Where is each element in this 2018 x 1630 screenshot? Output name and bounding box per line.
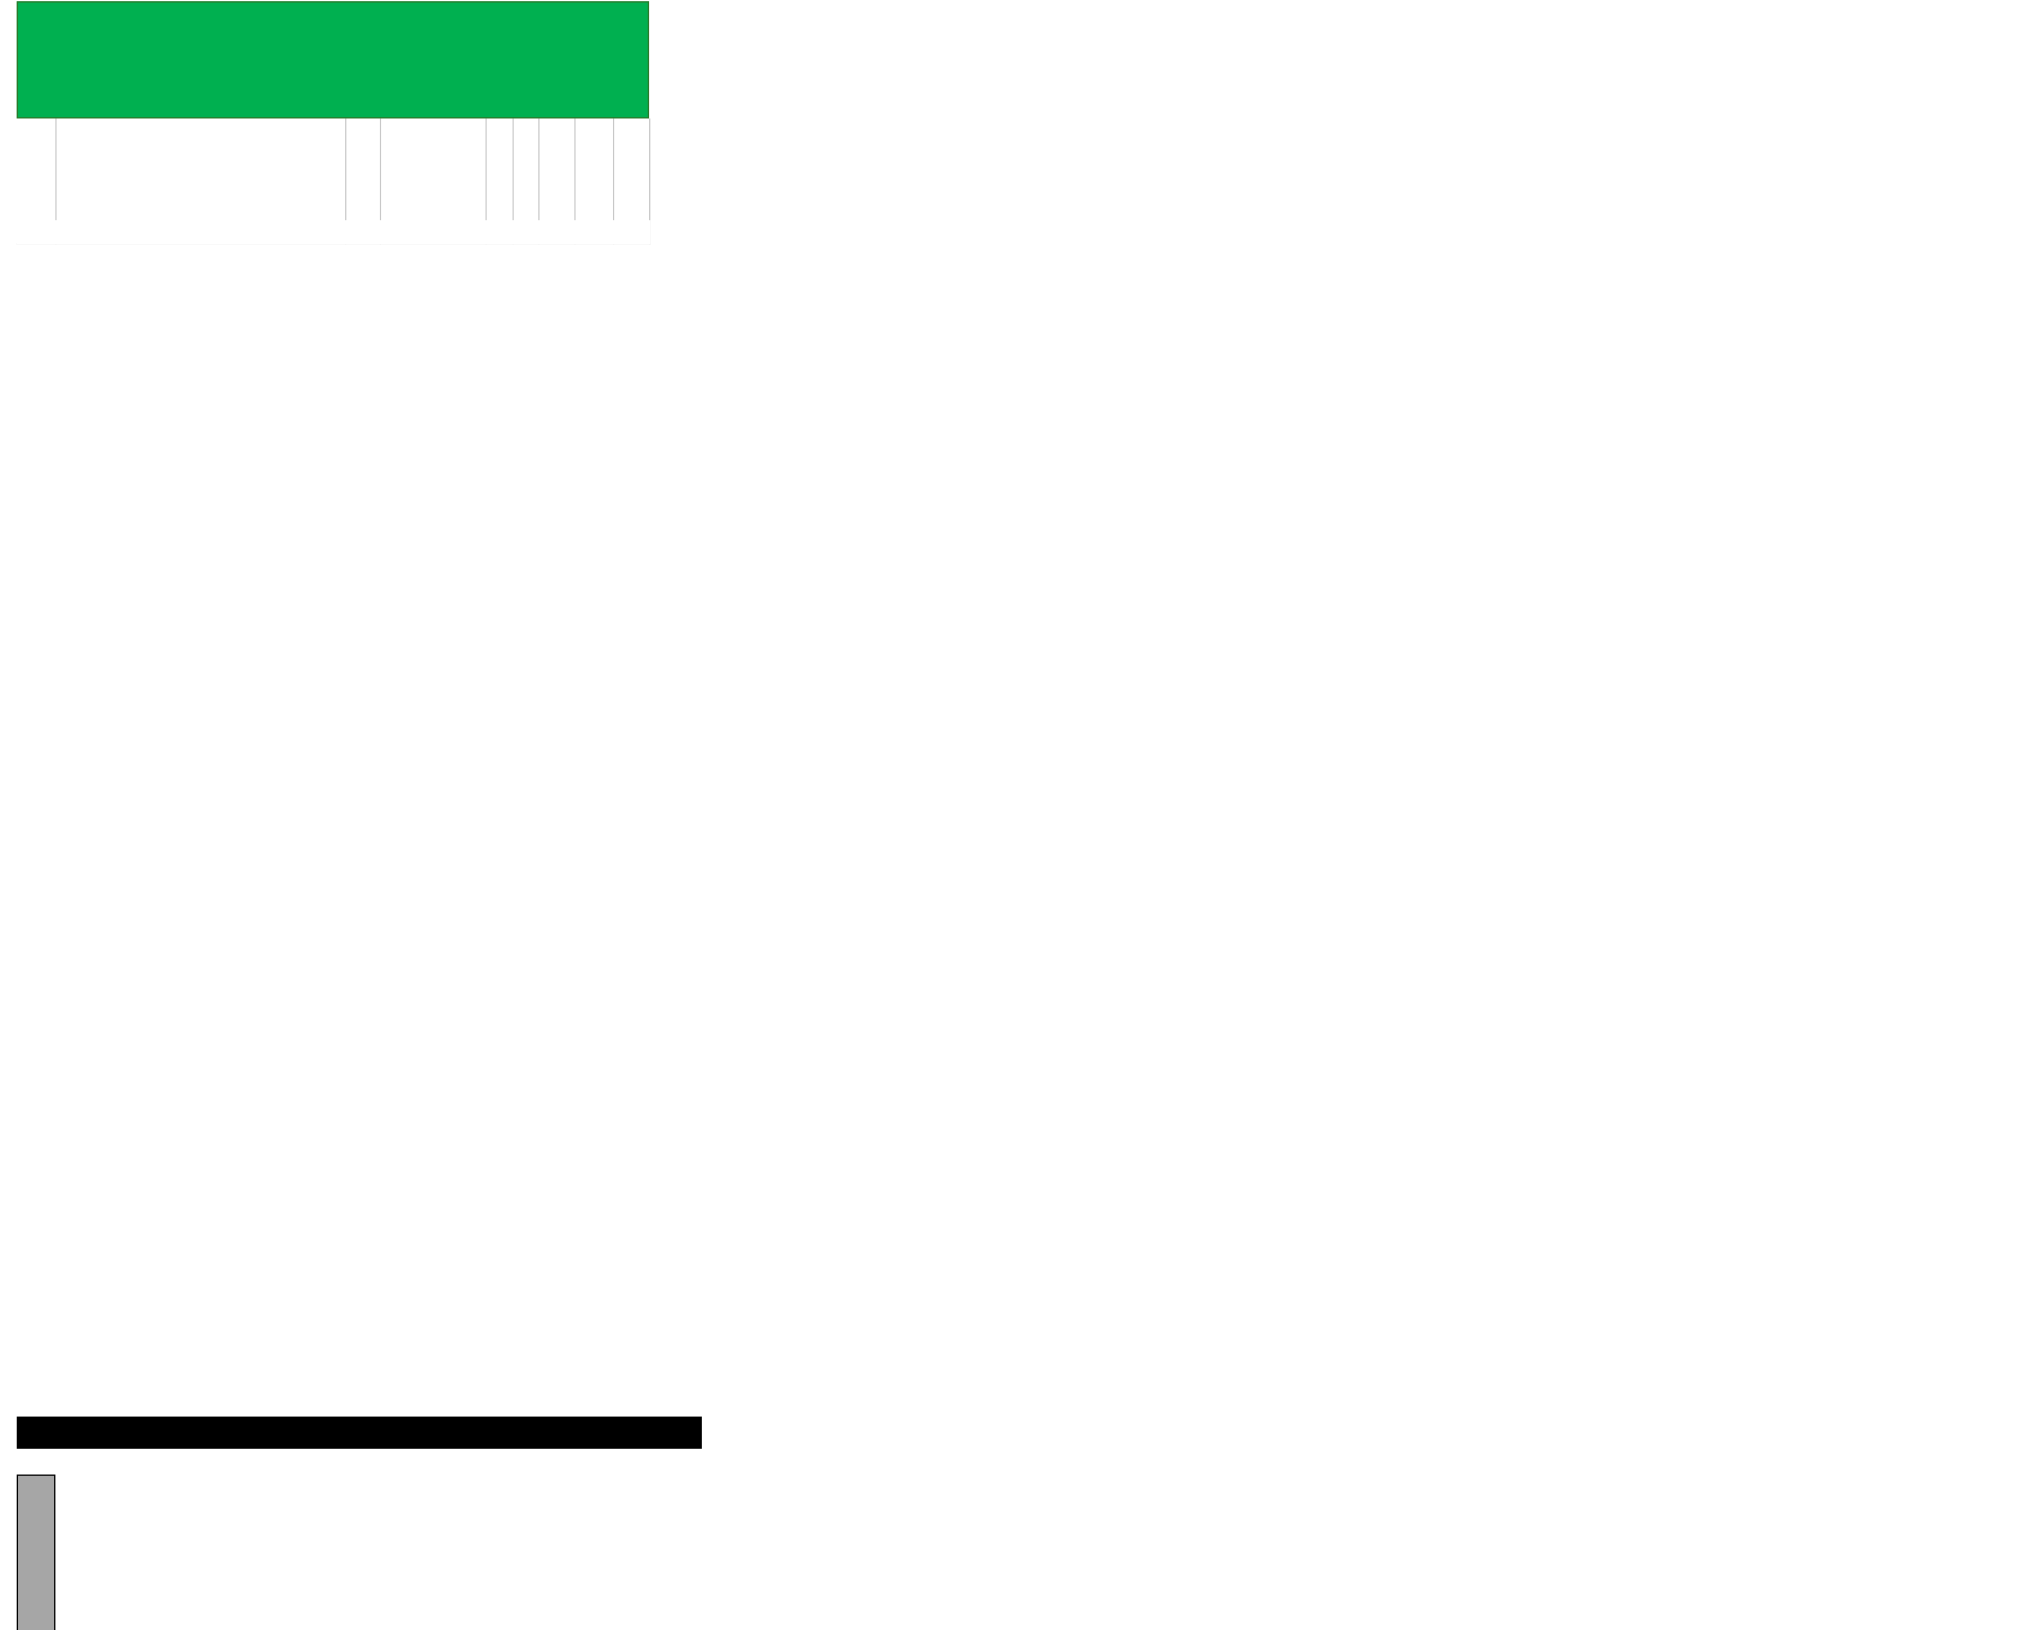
week-date-columns (650, 0, 2000, 245)
legend-title-cell (17, 1475, 56, 1630)
title-banner (17, 1, 649, 118)
header-spacer (17, 220, 651, 244)
updated-bar (17, 1417, 702, 1449)
